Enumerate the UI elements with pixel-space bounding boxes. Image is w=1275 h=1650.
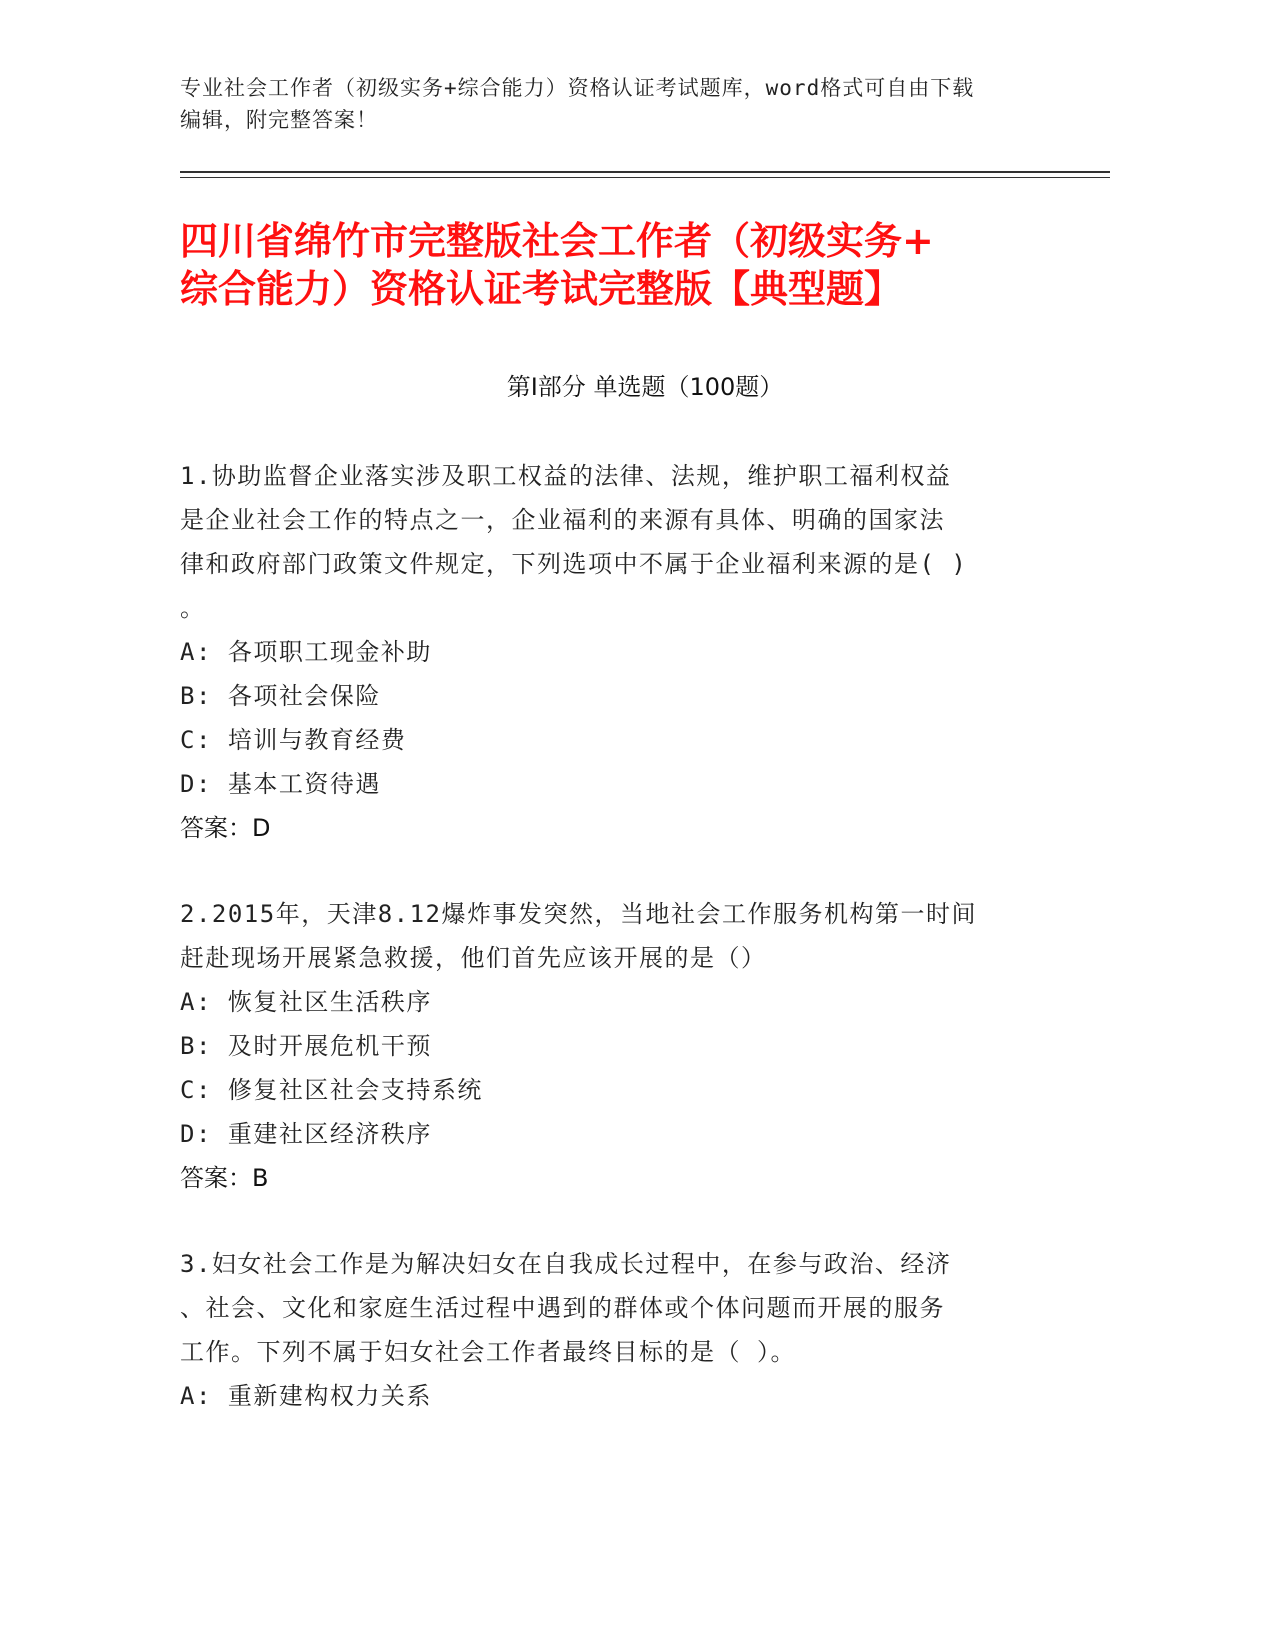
document-title [180,217,1110,313]
header-line-2: 编辑，附完整答案！ [180,108,378,132]
option-d: D: 重建社区经济秩序 [180,1120,432,1148]
document-header [180,72,1110,136]
header-line-1: 专业社会工作者（初级实务+综合能力）资格认证考试题库，word格式可自由下载 [180,76,975,100]
question-list [180,454,1110,1460]
option-a: A: 各项职工现金补助 [180,638,432,666]
question-text [180,454,1040,630]
answer: 答案：D [180,814,271,842]
question-2 [180,892,1110,1200]
title-line-1: 四川省绵竹市完整版社会工作者（初级实务+ [180,219,934,263]
title-line-2: 综合能力）资格认证考试完整版【典型题】 [180,267,903,311]
question-text [180,892,1040,980]
question-3 [180,1242,1110,1418]
question-line: 工作。下列不属于妇女社会工作者最终目标的是（ ）。 [180,1338,796,1366]
question-line: 2.2015年，天津8.12爆炸事发突然，当地社会工作服务机构第一时间 [180,900,977,928]
question-line: 、社会、文化和家庭生活过程中遇到的群体或个体问题而开展的服务 [180,1294,945,1322]
question-text [180,1242,1040,1374]
option-c: C: 培训与教育经费 [180,726,407,754]
section-heading: 第Ⅰ部分 单选题（100题） [506,373,784,401]
question-line: 1.协助监督企业落实涉及职工权益的法律、法规，维护职工福利权益 [180,462,952,490]
question-line: 律和政府部门政策文件规定，下列选项中不属于企业福利来源的是( ) [180,550,968,578]
question-line: 。 [180,594,206,622]
question-line: 是企业社会工作的特点之一，企业福利的来源有具体、明确的国家法 [180,506,945,534]
header-rule-thin [180,177,1110,178]
option-a: A: 恢复社区生活秩序 [180,988,432,1016]
question-line: 3.妇女社会工作是为解决妇女在自我成长过程中，在参与政治、经济 [180,1250,952,1278]
header-rule-thick [180,171,1110,173]
option-a: A: 重新建构权力关系 [180,1382,432,1410]
option-c: C: 修复社区社会支持系统 [180,1076,483,1104]
option-b: B: 及时开展危机干预 [180,1032,432,1060]
option-b: B: 各项社会保险 [180,682,381,710]
option-d: D: 基本工资待遇 [180,770,381,798]
answer: 答案：B [180,1164,269,1192]
question-line: 赶赴现场开展紧急救援，他们首先应该开展的是（） [180,944,767,972]
question-1 [180,454,1110,850]
